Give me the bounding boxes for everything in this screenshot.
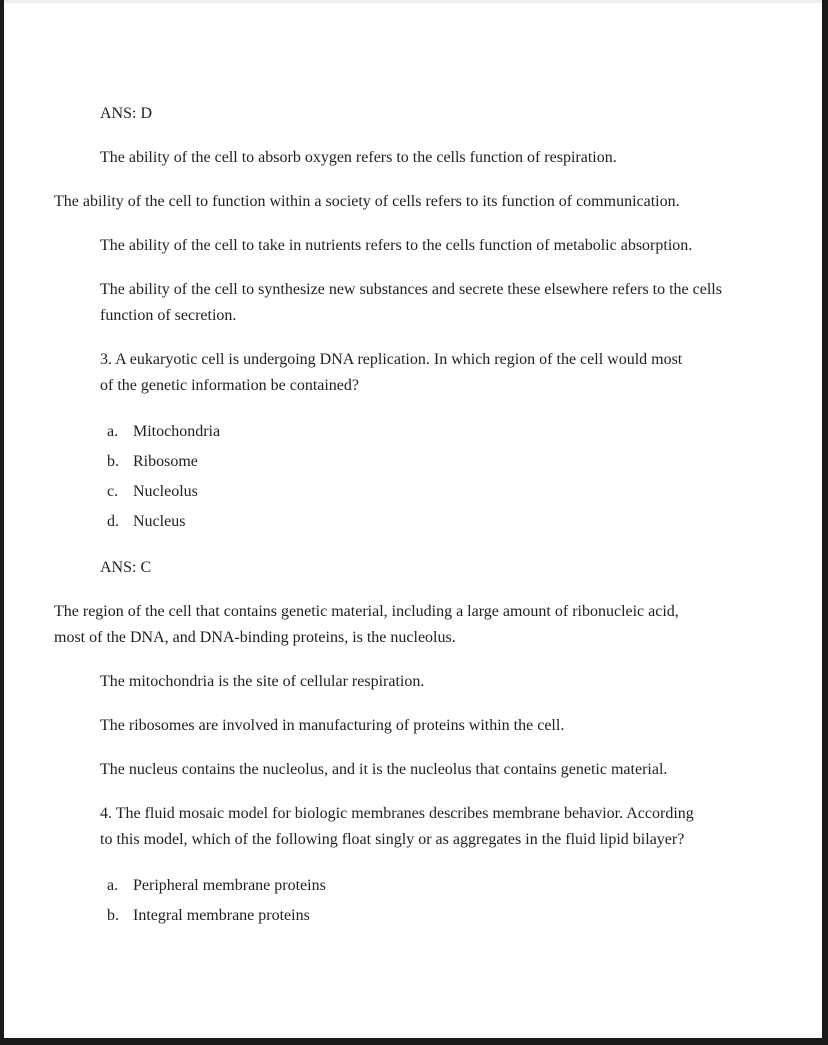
option-text: Nucleolus (133, 483, 198, 500)
option-row (107, 507, 818, 537)
question-paragraph (100, 801, 728, 853)
text-line: 3. A eukaryotic cell is undergoing DNA replication. In which region of the cell would most (100, 351, 683, 368)
option-letter: b. (107, 453, 119, 470)
body-paragraph (100, 233, 728, 259)
answer-line (100, 101, 728, 127)
body-paragraph (100, 669, 728, 695)
option-letter: a. (107, 877, 119, 894)
option-row (107, 871, 818, 901)
option-letter: a. (107, 423, 119, 440)
option-letter: d. (107, 513, 119, 530)
body-paragraph (54, 189, 758, 215)
option-row (107, 477, 818, 507)
text-line: of the genetic information be contained? (100, 377, 360, 394)
document-content (0, 101, 818, 949)
option-text: Integral membrane proteins (133, 907, 310, 924)
text-line: 4. The fluid mosaic model for biologic membranes describes membrane behavior. According (100, 805, 694, 822)
option-text: Nucleus (133, 513, 186, 530)
option-text: Mitochondria (133, 423, 221, 440)
option-row (107, 447, 818, 477)
text-line: The ability of the cell to absorb oxygen refers to the cells function of respiration. (100, 149, 617, 166)
option-letter: c. (107, 483, 119, 500)
text-line: The ability of the cell to synthesize new substances and secrete these elsewhere refers to the cells (100, 281, 722, 298)
body-paragraph (100, 145, 728, 171)
body-paragraph (100, 757, 728, 783)
text-line: The ability of the cell to function within a society of cells refers to its function of communication. (54, 193, 680, 210)
option-text: Ribosome (133, 453, 198, 470)
page-bottom-edge-bar (0, 1038, 828, 1045)
page-left-edge-bar (0, 0, 4, 1045)
text-line: The nucleus contains the nucleolus, and it is the nucleolus that contains genetic material. (100, 761, 668, 778)
body-paragraph (54, 599, 758, 651)
text-line: The mitochondria is the site of cellular respiration. (100, 673, 425, 690)
option-letter: b. (107, 907, 119, 924)
page-right-edge-bar (822, 0, 828, 1045)
text-line: most of the DNA, and DNA-binding proteins, is the nucleolus. (54, 629, 456, 646)
answer-line (100, 555, 728, 581)
text-line: The ability of the cell to take in nutrients refers to the cells function of metabolic absorption. (100, 237, 693, 254)
text-line: to this model, which of the following float singly or as aggregates in the fluid lipid bilayer? (100, 831, 685, 848)
question-paragraph (100, 347, 728, 399)
option-row (107, 901, 818, 931)
answer-options-list (107, 417, 818, 537)
page-top-edge-line (4, 0, 822, 3)
text-line: ANS: D (100, 105, 153, 122)
text-line: ANS: C (100, 559, 152, 576)
text-line: The region of the cell that contains genetic material, including a large amount of ribonucleic acid, (54, 603, 679, 620)
option-text: Peripheral membrane proteins (133, 877, 326, 894)
text-line: function of secretion. (100, 307, 237, 324)
answer-options-list (107, 871, 818, 931)
option-row (107, 417, 818, 447)
body-paragraph (100, 713, 728, 739)
body-paragraph (100, 277, 728, 329)
text-line: The ribosomes are involved in manufacturing of proteins within the cell. (100, 717, 565, 734)
